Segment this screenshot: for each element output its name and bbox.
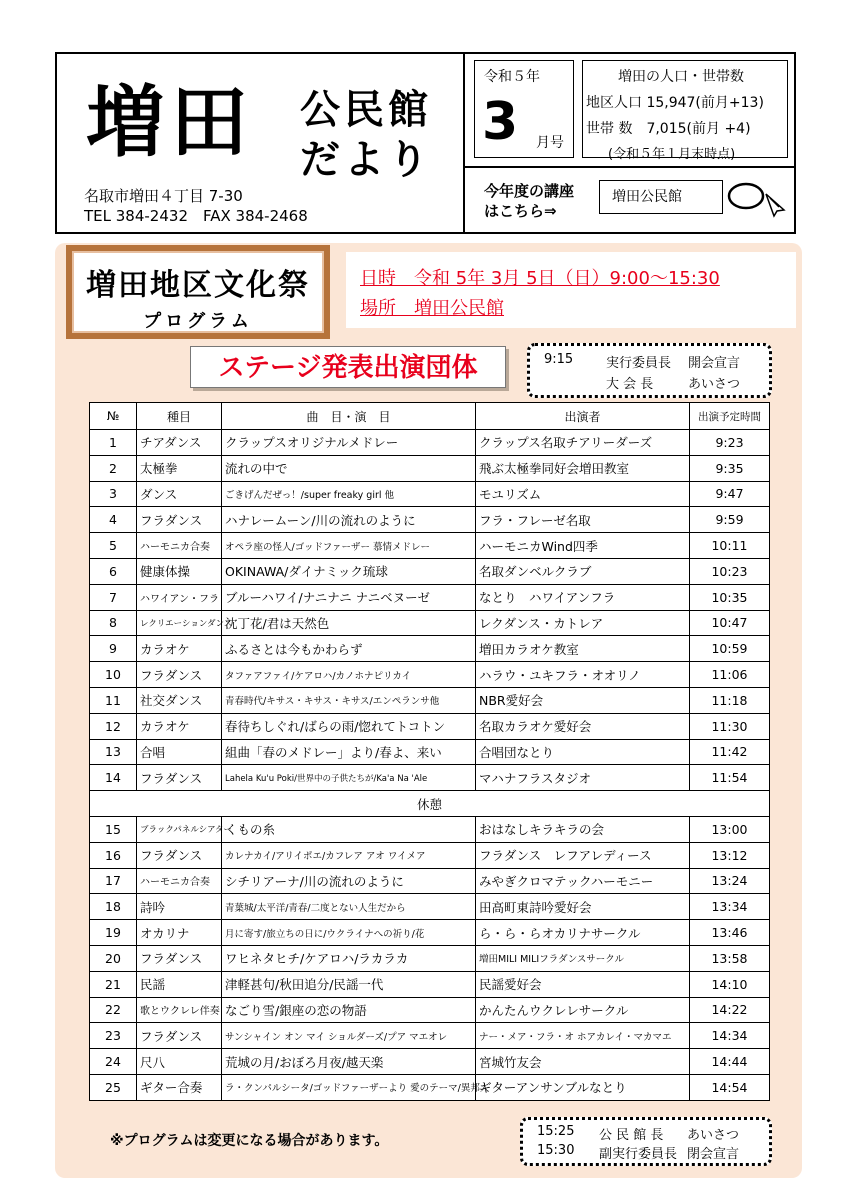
program-note: ※プログラムは変更になる場合があります。	[110, 1133, 389, 1149]
row-performer: みやぎクロマテックハーモニー	[476, 868, 690, 894]
row-performer: クラップス名取チアリーダーズ	[476, 430, 690, 456]
row-piece: くもの糸	[222, 816, 476, 842]
column-header: №	[90, 403, 137, 430]
row-piece: 流れの中で	[222, 455, 476, 481]
table-row	[90, 1049, 770, 1075]
row-genre: カラオケ	[137, 636, 222, 662]
row-genre: ハーモニカ合奏	[137, 868, 222, 894]
row-piece: クラップスオリジナルメドレー	[222, 430, 476, 456]
row-number: 11	[90, 687, 137, 713]
row-genre: 太極拳	[137, 455, 222, 481]
row-performer: 飛ぶ太極拳同好会増田教室	[476, 455, 690, 481]
table-row	[90, 687, 770, 713]
row-time: 10:23	[690, 558, 770, 584]
row-number: 1	[90, 430, 137, 456]
row-time: 14:22	[690, 997, 770, 1023]
opening-role: 実行委員長	[606, 356, 672, 371]
row-performer: 増田カラオケ教室	[476, 636, 690, 662]
row-genre: 社交ダンス	[137, 687, 222, 713]
row-genre: 尺八	[137, 1049, 222, 1075]
row-time: 13:12	[690, 842, 770, 868]
row-piece: 青春時代/キサス・キサス・キサス/エンペランサ他	[222, 687, 476, 713]
row-number: 9	[90, 636, 137, 662]
row-piece: 沈丁花/君は天然色	[222, 610, 476, 636]
row-performer: ナー・メア・フラ・オ ホアカレイ・マカマエ	[476, 1023, 690, 1049]
table-header-row	[90, 403, 770, 430]
row-number: 23	[90, 1023, 137, 1049]
row-genre: オカリナ	[137, 920, 222, 946]
festival-title: 増田地区文化祭	[86, 268, 310, 303]
row-piece: Lahela Ku'u Poki/世界中の子供たちが/Ka'a Na 'Ale	[222, 765, 476, 791]
row-performer: かんたんウクレレサークル	[476, 997, 690, 1023]
table-row	[90, 765, 770, 791]
population-households: 世帯 数 7,015(前月 +4)	[586, 121, 751, 137]
closing-action: あいさつ	[687, 1128, 740, 1143]
column-header: 曲 目・演 目	[222, 403, 476, 430]
row-genre: チアダンス	[137, 430, 222, 456]
opening-action: 開会宣言	[688, 356, 741, 371]
table-row	[90, 945, 770, 971]
row-performer: 田高町東詩吟愛好会	[476, 894, 690, 920]
header-divider	[463, 52, 465, 234]
row-number: 8	[90, 610, 137, 636]
row-piece: 津軽甚句/秋田追分/民謡一代	[222, 971, 476, 997]
row-genre: フラダンス	[137, 765, 222, 791]
row-genre: 健康体操	[137, 558, 222, 584]
row-genre: ハワイアン・フラ	[137, 584, 222, 610]
row-time: 14:34	[690, 1023, 770, 1049]
stage-title: ステージ発表出演団体	[218, 353, 478, 383]
row-number: 14	[90, 765, 137, 791]
row-number: 7	[90, 584, 137, 610]
row-performer: レクダンス・カトレア	[476, 610, 690, 636]
row-time: 14:54	[690, 1074, 770, 1100]
row-performer: 名取カラオケ愛好会	[476, 713, 690, 739]
closing-action: 閉会宣言	[687, 1147, 740, 1162]
table-row	[90, 894, 770, 920]
row-number: 12	[90, 713, 137, 739]
row-genre: フラダンス	[137, 662, 222, 688]
row-time: 9:23	[690, 430, 770, 456]
search-input[interactable]: 増田公民館	[599, 180, 723, 214]
row-number: 13	[90, 739, 137, 765]
population-heading: 増田の人口・世帯数	[618, 69, 744, 85]
row-genre: フラダンス	[137, 945, 222, 971]
row-time: 11:18	[690, 687, 770, 713]
row-piece: ワヒネタヒチ/ケアロハ/ラカラカ	[222, 945, 476, 971]
population-people: 地区人口 15,947(前月+13)	[586, 95, 764, 111]
table-row	[90, 455, 770, 481]
row-genre: ハーモニカ合奏	[137, 533, 222, 559]
row-time: 9:59	[690, 507, 770, 533]
row-piece: タファアファイ/ケアロハ/カノホナピリカイ	[222, 662, 476, 688]
row-genre: フラダンス	[137, 842, 222, 868]
break-label: 休憩	[90, 791, 770, 817]
row-time: 9:47	[690, 481, 770, 507]
row-genre: ダンス	[137, 481, 222, 507]
newsletter-subtitle-2: だより	[300, 137, 432, 183]
search-button[interactable]	[722, 180, 790, 214]
row-time: 13:46	[690, 920, 770, 946]
row-performer: モユリズム	[476, 481, 690, 507]
row-piece: OKINAWA/ダイナミック琉球	[222, 558, 476, 584]
row-number: 18	[90, 894, 137, 920]
program-table	[89, 402, 770, 1101]
table-row	[90, 739, 770, 765]
row-performer: なとり ハワイアンフラ	[476, 584, 690, 610]
address: 名取市増田４丁目 7-30	[84, 187, 243, 205]
row-number: 21	[90, 971, 137, 997]
row-genre: フラダンス	[137, 1023, 222, 1049]
row-genre: カラオケ	[137, 713, 222, 739]
row-piece: ごきげんだぜっ！/super freaky girl 他	[222, 481, 476, 507]
row-time: 13:58	[690, 945, 770, 971]
courses-arrow[interactable]: はこちら⇒	[484, 202, 557, 220]
table-row	[90, 713, 770, 739]
row-piece: ふるさとは今もかわらず	[222, 636, 476, 662]
issue-month: 3	[482, 92, 519, 152]
row-number: 24	[90, 1049, 137, 1075]
opening-action: あいさつ	[688, 377, 741, 392]
row-number: 17	[90, 868, 137, 894]
row-piece: 組曲「春のメドレー」より/春よ、来い	[222, 739, 476, 765]
row-genre: フラダンス	[137, 507, 222, 533]
row-time: 10:35	[690, 584, 770, 610]
row-number: 15	[90, 816, 137, 842]
table-row	[90, 662, 770, 688]
row-genre: 詩吟	[137, 894, 222, 920]
row-time: 10:47	[690, 610, 770, 636]
table-row	[90, 636, 770, 662]
row-piece: オペラ座の怪人/ゴッドファーザー 慕情メドレー	[222, 533, 476, 559]
column-header: 種目	[137, 403, 222, 430]
festival-subtitle: プログラム	[143, 311, 253, 332]
population-as-of: (令和５年１月末時点)	[608, 147, 736, 162]
row-number: 5	[90, 533, 137, 559]
stage-title-box	[190, 346, 506, 388]
table-row	[90, 481, 770, 507]
row-performer: 名取ダンベルクラブ	[476, 558, 690, 584]
table-row	[90, 971, 770, 997]
row-performer: NBR愛好会	[476, 687, 690, 713]
row-number: 6	[90, 558, 137, 584]
issue-era-year: 令和５年	[484, 69, 540, 85]
row-number: 16	[90, 842, 137, 868]
row-number: 2	[90, 455, 137, 481]
table-row	[90, 1074, 770, 1100]
issue-month-suffix: 月号	[536, 135, 564, 151]
row-performer: 宮城竹友会	[476, 1049, 690, 1075]
row-genre: レクリエーションダンス	[137, 610, 222, 636]
row-number: 10	[90, 662, 137, 688]
row-piece: 春待ちしぐれ/ばらの雨/惚れてトコトン	[222, 713, 476, 739]
row-number: 20	[90, 945, 137, 971]
table-row	[90, 430, 770, 456]
row-time: 13:24	[690, 868, 770, 894]
opening-schedule	[527, 343, 772, 398]
festival-place: 場所 増田公民館	[360, 298, 504, 319]
row-piece: カレナカイ/アリイポエ/カフレア アオ ワイメア	[222, 842, 476, 868]
row-number: 25	[90, 1074, 137, 1100]
row-performer: フラ・フレーゼ名取	[476, 507, 690, 533]
row-time: 13:34	[690, 894, 770, 920]
row-time: 14:44	[690, 1049, 770, 1075]
row-number: 3	[90, 481, 137, 507]
row-performer: 合唱団なとり	[476, 739, 690, 765]
row-performer: ハーモニカWind四季	[476, 533, 690, 559]
row-genre: 合唱	[137, 739, 222, 765]
festival-info-box	[346, 252, 796, 328]
row-time: 10:59	[690, 636, 770, 662]
table-row	[90, 868, 770, 894]
row-genre: 民謡	[137, 971, 222, 997]
break-row	[90, 791, 770, 817]
row-performer: ギターアンサンブルなとり	[476, 1074, 690, 1100]
column-header: 出演予定時間	[690, 403, 770, 430]
row-number: 4	[90, 507, 137, 533]
row-number: 22	[90, 997, 137, 1023]
table-row	[90, 997, 770, 1023]
row-genre: ブラックパネルシアター	[137, 816, 222, 842]
table-row	[90, 584, 770, 610]
table-row	[90, 610, 770, 636]
row-piece: ハナレームーン/川の流れのように	[222, 507, 476, 533]
row-time: 10:11	[690, 533, 770, 559]
newsletter-subtitle-1: 公民館	[300, 87, 432, 133]
closing-role: 公 民 館 長	[599, 1128, 664, 1143]
closing-time: 15:25	[537, 1124, 575, 1139]
row-piece: ブルーハワイ/ナニナニ ナニベヌーゼ	[222, 584, 476, 610]
row-performer: フラダンス レフアレディース	[476, 842, 690, 868]
row-performer: 民謡愛好会	[476, 971, 690, 997]
festival-title-box	[66, 245, 330, 339]
courses-label: 今年度の講座	[484, 182, 575, 200]
table-row	[90, 1023, 770, 1049]
row-genre: ギター合奏	[137, 1074, 222, 1100]
row-performer: 増田MILI MILIフラダンスサークル	[476, 945, 690, 971]
row-number: 19	[90, 920, 137, 946]
column-header: 出演者	[476, 403, 690, 430]
newsletter-title: 増田	[86, 78, 255, 168]
row-time: 9:35	[690, 455, 770, 481]
row-time: 13:00	[690, 816, 770, 842]
opening-time: 9:15	[544, 352, 574, 367]
closing-role: 副実行委員長	[599, 1147, 678, 1162]
closing-time: 15:30	[537, 1143, 575, 1158]
row-performer: ら・ら・らオカリナサークル	[476, 920, 690, 946]
table-row	[90, 558, 770, 584]
table-row	[90, 816, 770, 842]
row-piece: 月に寄す/旅立ちの日に/ウクライナへの祈り/花	[222, 920, 476, 946]
search-icon	[722, 180, 790, 214]
row-piece: ラ・クンパルシータ/ゴッドファーザーより 愛のテーマ/異邦人	[222, 1074, 476, 1100]
header-divider	[463, 166, 796, 168]
row-piece: 荒城の月/おぼろ月夜/越天楽	[222, 1049, 476, 1075]
row-piece: なごり雪/銀座の恋の物語	[222, 997, 476, 1023]
table-row	[90, 507, 770, 533]
row-time: 14:10	[690, 971, 770, 997]
closing-schedule	[520, 1117, 772, 1166]
row-time: 11:06	[690, 662, 770, 688]
opening-role: 大 会 長	[606, 377, 654, 392]
table-row	[90, 533, 770, 559]
festival-date: 日時 令和 5年 3月 5日（日）9:00～15:30	[360, 268, 720, 289]
table-row	[90, 920, 770, 946]
row-genre: 歌とウクレレ伴奏	[137, 997, 222, 1023]
row-performer: マハナフラスタジオ	[476, 765, 690, 791]
row-time: 11:54	[690, 765, 770, 791]
tel-fax: TEL 384-2432 FAX 384-2468	[84, 207, 308, 225]
row-performer: おはなしキラキラの会	[476, 816, 690, 842]
row-piece: シチリアーナ/川の流れのように	[222, 868, 476, 894]
row-performer: ハラウ・ユキフラ・オオリノ	[476, 662, 690, 688]
row-piece: サンシャイン オン マイ ショルダーズ/プア マエオレ	[222, 1023, 476, 1049]
row-time: 11:42	[690, 739, 770, 765]
table-row	[90, 842, 770, 868]
row-piece: 青葉城/太平洋/青春/二度とない人生だから	[222, 894, 476, 920]
row-time: 11:30	[690, 713, 770, 739]
